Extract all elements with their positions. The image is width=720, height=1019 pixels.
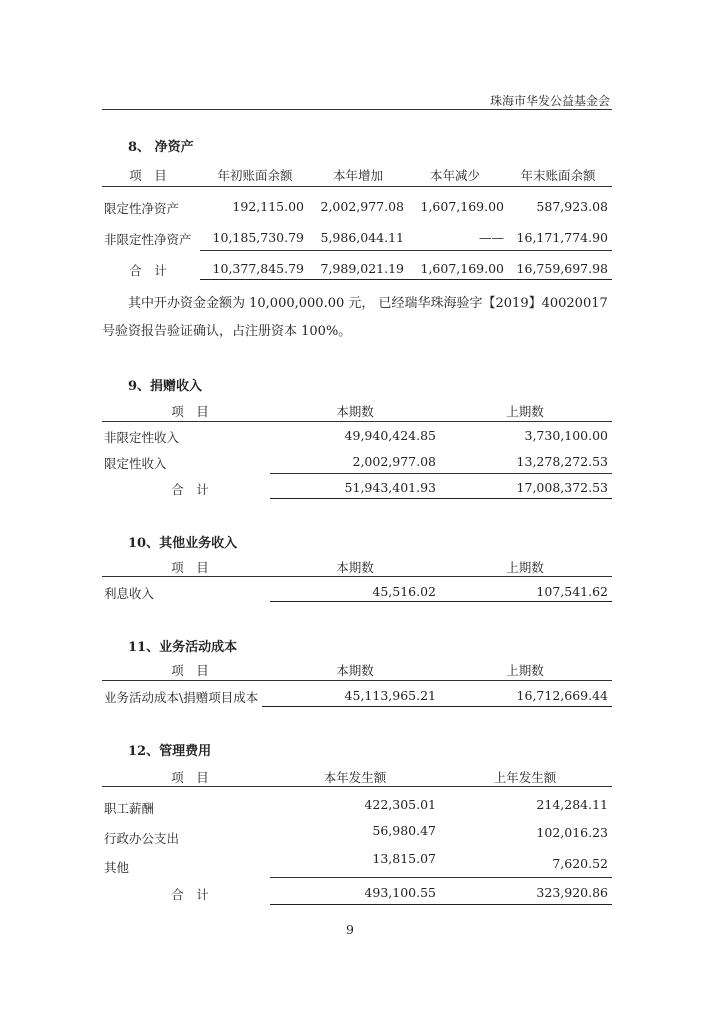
- s12-row3-label: 其他: [104, 860, 130, 875]
- s12-row1-label: 职工薪酬: [104, 801, 155, 816]
- s10-col-prior: 上期数: [506, 560, 544, 575]
- s12-header-rule: [102, 786, 612, 787]
- s9-row1-label: 非限定性收入: [104, 430, 180, 445]
- s12-col-current: 本年发生额: [323, 770, 387, 785]
- s10-col-current: 本期数: [336, 560, 374, 575]
- s8-row2-closing: 16,171,774.90: [516, 230, 608, 245]
- s12-col-item: 项 目: [171, 770, 209, 785]
- s8-total-label: 合 计: [129, 263, 167, 278]
- s11-col-prior: 上期数: [506, 663, 544, 678]
- s8-total-increase: 7,989,021.19: [320, 261, 404, 276]
- s9-header-rule: [102, 421, 612, 422]
- s12-row2-label: 行政办公支出: [104, 831, 180, 846]
- s10-row1-label: 利息收入: [104, 586, 155, 601]
- s9-row2-label: 限定性收入: [104, 456, 167, 471]
- s8-row2-opening: 10,185,730.79: [212, 230, 304, 245]
- s11-col-item: 项 目: [171, 663, 209, 678]
- s11-header-rule: [102, 680, 612, 681]
- s9-total-prior: 17,008,372.53: [516, 480, 608, 495]
- s12-row2-current: 56,980.47: [372, 823, 436, 838]
- s9-total-rule: [270, 498, 612, 499]
- s12-row3-prior: 7,620.52: [552, 856, 608, 871]
- s12-row2-prior: 102,016.23: [536, 825, 608, 840]
- header-org-name: 珠海市华发公益基金会: [489, 94, 610, 108]
- s12-row3-current: 13,815.07: [372, 851, 436, 866]
- s12-col-prior: 上年发生额: [493, 770, 557, 785]
- s10-total-rule: [270, 601, 612, 602]
- s9-row2-prior: 13,278,272.53: [516, 454, 608, 469]
- s8-total-opening: 10,377,845.79: [212, 261, 304, 276]
- s8-row1-closing: 587,923.08: [536, 199, 608, 214]
- s9-row1-prior: 3,730,100.00: [524, 428, 608, 443]
- s8-subtotal-rule: [200, 250, 612, 251]
- s10-row1-prior: 107,541.62: [536, 584, 608, 599]
- s8-total-decrease: 1,607,169.00: [420, 261, 504, 276]
- s9-col-prior: 上期数: [506, 404, 544, 419]
- section-12-title: 12、管理费用: [128, 744, 212, 759]
- s12-total-current: 493,100.55: [364, 885, 436, 900]
- s8-col-closing: 年末账面余额: [520, 168, 596, 183]
- s9-total-label: 合 计: [171, 482, 209, 497]
- s12-total-rule: [270, 904, 612, 905]
- s9-row2-current: 2,002,977.08: [352, 454, 436, 469]
- s11-col-current: 本期数: [336, 663, 374, 678]
- s12-subtotal-rule: [270, 877, 612, 878]
- s11-row1-label: 业务活动成本\捐赠项目成本: [104, 690, 259, 705]
- s9-col-item: 项 目: [171, 404, 209, 419]
- s9-col-current: 本期数: [336, 404, 374, 419]
- section-8-title: 8、 净资产: [128, 140, 194, 155]
- s8-total-closing: 16,759,697.98: [516, 261, 608, 276]
- s11-row1-current: 45,113,965.21: [344, 688, 436, 703]
- s8-row1-opening: 192,115.00: [232, 199, 304, 214]
- s9-row1-current: 49,940,424.85: [344, 428, 436, 443]
- s11-total-rule: [262, 706, 612, 707]
- s8-col-increase: 本年增加: [332, 168, 383, 183]
- s12-row1-current: 422,305.01: [364, 797, 436, 812]
- section-10-title: 10、其他业务收入: [128, 536, 238, 551]
- s8-col-opening: 年初账面余额: [217, 168, 293, 183]
- section-11-title: 11、业务活动成本: [128, 640, 238, 655]
- s12-total-prior: 323,920.86: [536, 885, 608, 900]
- s8-row1-label: 限定性净资产: [104, 201, 180, 216]
- s8-row2-label: 非限定性净资产: [104, 232, 192, 247]
- s8-row1-increase: 2,002,977.08: [320, 199, 404, 214]
- s8-header-rule: [102, 186, 612, 187]
- s10-col-item: 项 目: [171, 560, 209, 575]
- s10-row1-current: 45,516.02: [372, 584, 436, 599]
- s8-row1-decrease: 1,607,169.00: [420, 199, 504, 214]
- s8-col-decrease: 本年减少: [429, 168, 480, 183]
- header-rule: [102, 109, 612, 110]
- s11-row1-prior: 16,712,669.44: [516, 688, 608, 703]
- page-number: 9: [346, 922, 354, 937]
- s10-header-rule: [102, 576, 612, 577]
- s12-total-label: 合 计: [171, 887, 209, 902]
- s8-row2-decrease: ——: [479, 230, 504, 245]
- s12-row1-prior: 214,284.11: [536, 797, 608, 812]
- section-9-title: 9、捐赠收入: [128, 379, 203, 394]
- s9-total-current: 51,943,401.93: [344, 480, 436, 495]
- s8-row2-increase: 5,986,044.11: [320, 230, 404, 245]
- s8-note: 其中开办资金金额为 10,000,000.00 元， 已经瑞华珠海验字【2019】40020017 号验资报告验证确认，占注册资本 100%。: [102, 296, 608, 339]
- s8-total-rule: [200, 279, 612, 280]
- s8-col-item: 项 目: [129, 168, 167, 183]
- s9-subtotal-rule: [270, 473, 612, 474]
